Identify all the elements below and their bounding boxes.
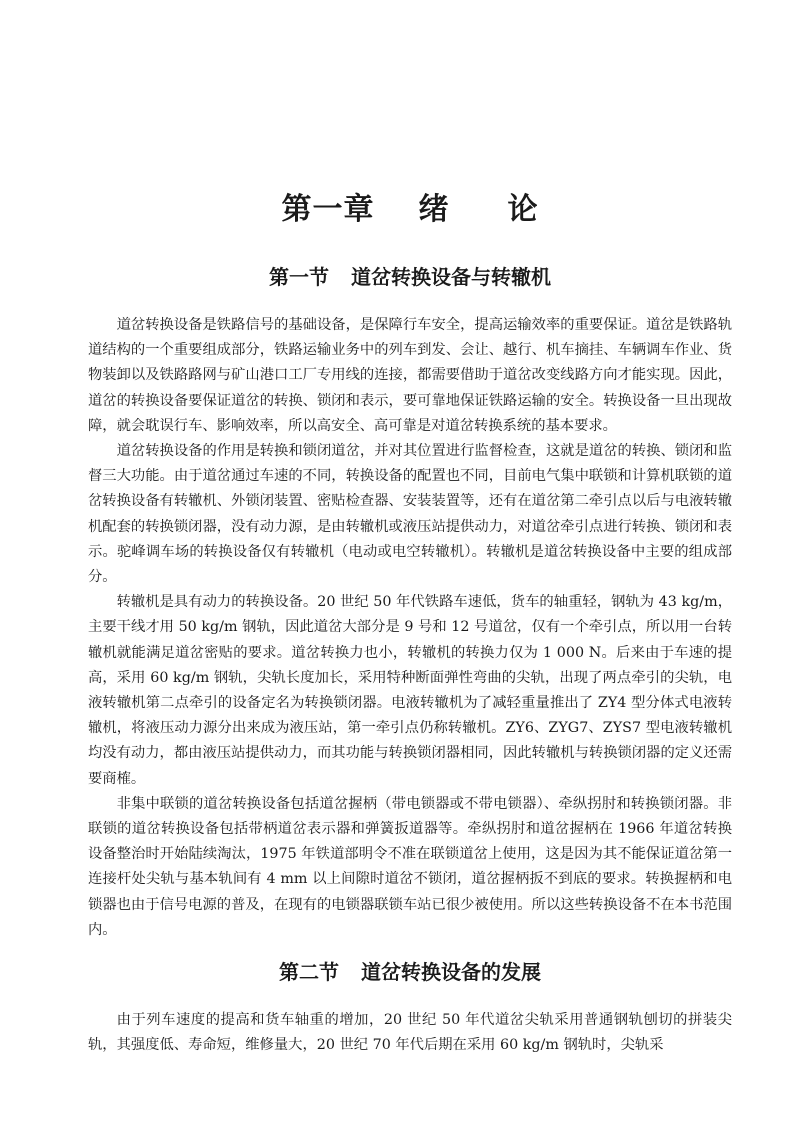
- section-2-title: 道岔转换设备的发展: [361, 960, 541, 984]
- section-2-number: 第二节: [279, 960, 339, 984]
- section-2-body: [88, 1008, 732, 1058]
- paragraph: 道岔转换设备的作用是转换和锁闭道岔，并对其位置进行监督检查，这就是道岔的转换、锁闭和监督三大功能。由于道岔通过车速的不同，转换设备的配置也不同，目前电气集中联锁和计算机联锁的道岔转换设备有转辙机、外锁闭装置、密贴检查器、安装装置等，还有在道岔第二牵引点以后与电液转辙机配套的转换锁闭器，没有动力源，是由转辙机或液压站提供动力，对道岔牵引点进行转换、锁闭和表示。驼峰调车场的转换设备仅有转辙机（电动或电空转辙机）。转辙机是道岔转换设备中主要的组成部分。: [88, 443, 732, 586]
- chapter-number: 第一章: [281, 192, 375, 227]
- section-1-heading: [88, 262, 732, 292]
- section-1-title: 道岔转换设备与转辙机: [351, 265, 551, 289]
- paragraph: 道岔转换设备是铁路信号的基础设备，是保障行车安全，提高运输效率的重要保证。道岔是铁路轨道结构的一个重要组成部分，铁路运输业务中的列车到发、会让、越行、机车摘挂、车辆调车作业、货物装卸以及铁路路网与矿山港口工厂专用线的连接，都需要借助于道岔改变线路方向才能实现。因此，道岔的转换设备要保证道岔的转换、锁闭和表示，要可靠地保证铁路运输的安全。转换设备一旦出现故障，就会耽误行车、影响效率，所以高安全、高可靠是对道岔转换系统的基本要求。: [88, 317, 732, 434]
- chapter-title-char-1: 绪: [418, 192, 450, 227]
- section-2-heading: [88, 957, 732, 987]
- chapter-title: [88, 188, 732, 232]
- paragraph: 非集中联锁的道岔转换设备包括道岔握柄（带电锁器或不带电锁器）、牵纵拐肘和转换锁闭器。非联锁的道岔转换设备包括带柄道岔表示器和弹簧扳道器等。牵纵拐肘和道岔握柄在 1966 年道岔转换设备整治时开始陆续淘汰，1975 年铁道部明令不准在联锁道岔上使用，这是因为其不能保证道岔第一连接杆处尖轨与基本轨间有 4 mm 以上间隙时道岔不锁闭，道岔握柄扳不到底的要求。转换握柄和电锁器也由于信号电源的普及，在现有的电锁器联锁车站已很少被使用。所以这些转换设备不在本书范围内。: [88, 795, 732, 938]
- section-1-body: [88, 313, 732, 943]
- chapter-title-char-2: 论: [507, 192, 539, 227]
- paragraph: 转辙机是具有动力的转换设备。20 世纪 50 年代铁路车速低，货车的轴重轻，钢轨为 43 kg/m，主要干线才用 50 kg/m 钢轨，因此道岔大部分是 9 号和 12 号道岔，仅有一个牵引点，所以用一台转辙机就能满足道岔密贴的要求。道岔转换力也小，转辙机的转换力仅为 1 000 N。后来由于车速的提高，采用 60 kg/m 钢轨，尖轨长度加长，采用特种断面弹性弯曲的尖轨，出现了两点牵引的尖轨，电液转辙机第二点牵引的设备定名为转换锁闭器。电液转辙机为了减轻重量推出了 ZY4 型分体式电液转辙机，将液压动力源分出来成为液压站，第一牵引点仍称转辙机。ZY6、ZYG7、ZYS7 型电液转辙机均没有动力，都由液压站提供动力，而其功能与转换锁闭器相同，因此转辙机与转换锁闭器的定义还需要商榷。: [88, 594, 732, 787]
- section-1-number: 第一节: [269, 265, 329, 289]
- paragraph: 由于列车速度的提高和货车轴重的增加，20 世纪 50 年代道岔尖轨采用普通钢轨刨切的拼装尖轨，其强度低、寿命短，维修量大，20 世纪 70 年代后期在采用 60 kg/m 钢轨时，尖轨采: [88, 1012, 732, 1054]
